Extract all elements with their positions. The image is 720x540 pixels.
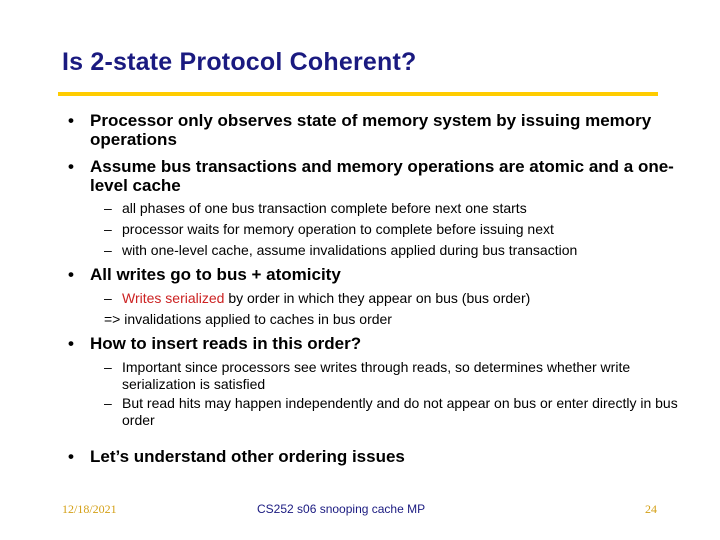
dash-marker: – [104, 359, 112, 375]
sub-bullet-item [104, 395, 694, 429]
dash-marker: – [104, 221, 112, 237]
bullet-text: All writes go to bus + atomicity [90, 265, 341, 284]
dash-marker: – [104, 290, 112, 306]
page-number: 24 [645, 502, 657, 516]
bullet-dot: • [68, 447, 74, 466]
bullet-item [68, 157, 688, 195]
implication-line: => invalidations applied to caches in bus order [104, 311, 392, 327]
bullet-dot: • [68, 334, 74, 353]
dash-marker: – [104, 242, 112, 258]
bullet-dot: • [68, 157, 74, 176]
sub-bullet-text: all phases of one bus transaction complete before next one starts [122, 200, 527, 216]
sub-bullet-text: processor waits for memory operation to complete before issuing next [122, 221, 554, 237]
footer-course-title: CS252 s06 snooping cache MP [257, 502, 426, 516]
sub-bullet-text: Important since processors see writes through reads, so determines whether write serialization is satisfied [122, 359, 631, 392]
sub-bullet-rest: by order in which they appear on bus (bus order) [224, 290, 531, 306]
footer-date: 12/18/2021 [62, 502, 117, 516]
dash-marker: – [104, 395, 112, 411]
sub-bullet-item [104, 242, 694, 259]
bullet-dot: • [68, 265, 74, 284]
bullet-item [68, 265, 688, 284]
bullet-text: Let’s understand other ordering issues [90, 447, 405, 466]
sub-bullet-item [104, 359, 694, 393]
bullet-text: How to insert reads in this order? [90, 334, 362, 353]
sub-bullet-item [104, 200, 694, 217]
sub-bullet-item [104, 290, 694, 307]
sub-bullet-text: with one-level cache, assume invalidations applied during bus transaction [122, 242, 578, 258]
highlighted-text: Writes serialized [122, 290, 225, 306]
bullet-dot: • [68, 111, 74, 130]
bullet-item [68, 334, 688, 353]
sub-bullet-text [122, 290, 694, 307]
sub-bullet-item [104, 221, 694, 238]
sub-bullet-text: But read hits may happen independently and do not appear on bus or enter directly in bus order [122, 395, 678, 428]
dash-marker: – [104, 200, 112, 216]
bullet-item [68, 111, 688, 149]
slide-title: Is 2-state Protocol Coherent? [62, 48, 417, 76]
title-underline [58, 92, 658, 96]
bullet-text: Assume bus transactions and memory operations are atomic and a one-level cache [90, 157, 674, 195]
bullet-item [68, 447, 688, 466]
bullet-text: Processor only observes state of memory system by issuing memory operations [90, 111, 652, 149]
